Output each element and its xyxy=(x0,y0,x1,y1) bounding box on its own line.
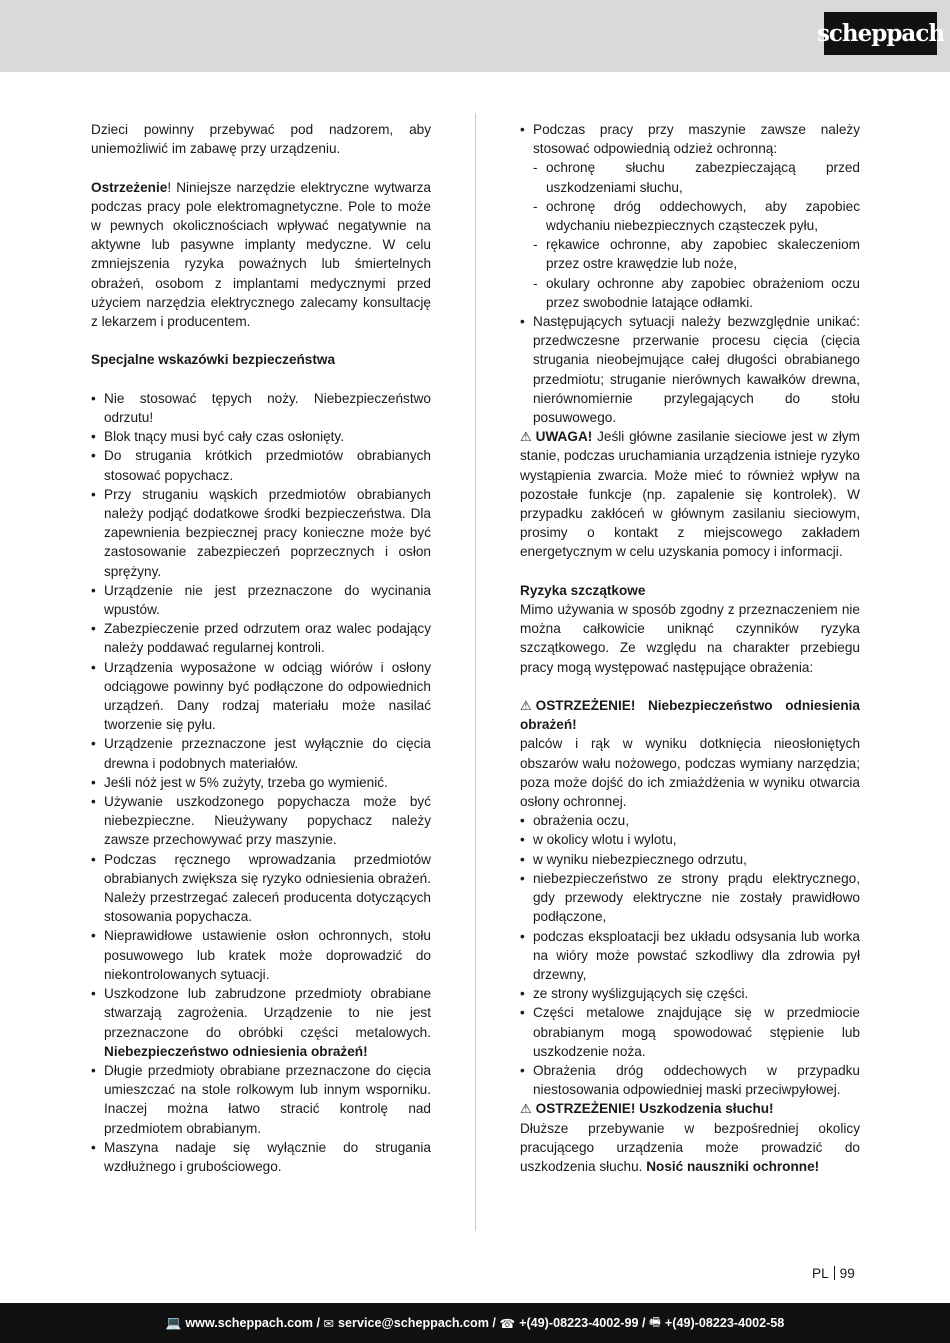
protective-dash-list xyxy=(520,158,860,312)
section-heading-text: Specjalne wskazówki bezpieczeństwa xyxy=(91,352,336,368)
page-number-separator xyxy=(834,1266,835,1280)
list-item xyxy=(91,984,431,1061)
fax-icon: 🖷 xyxy=(649,1314,661,1329)
list-item: • ze strony wyślizgujących się części. xyxy=(520,984,860,1003)
list-item: • w okolicy wlotu i wylotu, xyxy=(520,830,860,849)
warning-triangle-icon: ⚠ xyxy=(520,698,532,714)
telephone-icon: ☎ xyxy=(499,1316,516,1331)
warning-label: Ostrzeżenie xyxy=(91,179,168,195)
list-item: • Nieprawidłowe ustawienie osłon ochronnych, stołu posuwowego lub kratek może doprowadzić do niekontrolowanych sytuacji. xyxy=(91,926,431,984)
protective-list xyxy=(520,120,860,158)
header-band xyxy=(0,0,950,72)
dash-item: - ochronę słuchu zabezpieczającą przed uszkodzeniami słuchu, xyxy=(520,158,860,196)
warning-triangle-icon: ⚠ xyxy=(520,429,532,445)
injury-list xyxy=(520,811,860,1099)
safety-list xyxy=(91,389,431,1176)
list-item: • Używanie uszkodzonego popychacza może być niebezpieczne. Nieużywany popychacz należy zawsze przechowywać przy maszynie. xyxy=(91,792,431,850)
dash-item: - rękawice ochronne, aby zapobiec skaleczeniom przez ostre krawędzie lub noże, xyxy=(520,235,860,273)
brand-logo xyxy=(816,12,945,55)
hearing-text: Dłuższe przebywanie w bezpośredniej okolicy pracującego urządzenia może prowadzić do uszkodzenia słuchu. xyxy=(520,1120,860,1174)
list-item: • Urządzenie przeznaczone jest wyłącznie do cięcia drewna i podobnych materiałów. xyxy=(91,734,431,772)
column-divider xyxy=(475,113,476,1231)
warning-triangle-icon: ⚠ xyxy=(520,1101,532,1117)
footer-bar xyxy=(0,1303,950,1343)
list-item: • podczas eksploatacji bez układu odsysania lub worka na wióry może powstać szkodliwy dla zdrowia pył drzewny, xyxy=(520,927,860,985)
list-item xyxy=(520,120,860,158)
avoid-list xyxy=(520,312,860,427)
list-item-text: Podczas pracy przy maszynie zawsze należy stosować odpowiednią odzież ochronną: xyxy=(533,122,860,157)
list-item: • Jeśli nóż jest w 5% zużyty, trzeba go wymienić. xyxy=(91,773,431,792)
page-number-value: 99 xyxy=(839,1266,855,1281)
list-item: • Obrażenia dróg oddechowych w przypadku niestosowania odpowiedniej maski przeciwpyłowej. xyxy=(520,1061,860,1099)
list-item-bold: Niebezpieczeństwo odniesienia obrażeń! xyxy=(104,1043,368,1059)
hearing-bold: Nosić nauszniki ochronne! xyxy=(646,1158,820,1174)
list-item-text: Uszkodzone lub zabrudzone przedmioty obrabiane stwarzają zagrożenia. Urządzenie to nie jest przeznaczone do obróbki części metalowych. xyxy=(104,986,431,1040)
list-item: • Następujących sytuacji należy bezwzględnie unikać: przedwczesne przerwanie procesu cięcia (cięcia strugania nieobejmujące całej długości obrabianego przedmiotu; struganie nierównych kawałków drewna, nierównomiernie przylegających do stołu posuwowego. xyxy=(520,312,860,427)
list-item: • Maszyna nadaje się wyłącznie do strugania wzdłużnego i grubościowego. xyxy=(91,1138,431,1176)
paragraph-uwaga xyxy=(520,427,860,561)
computer-icon: 💻 xyxy=(165,1315,182,1330)
warning-label: OSTRZEŻENIE! Uszkodzenia słuchu! xyxy=(535,1101,774,1117)
footer-website-link[interactable]: www.scheppach.com xyxy=(185,1316,313,1330)
paragraph-residual: Mimo używania w sposób zgodny z przeznaczeniem nie można całkowicie uniknąć czynników ryzyka szczątkowego. Ze względu na charakter przebiegu pracy mogą występować następujące obrażenia: xyxy=(520,602,860,675)
left-column xyxy=(91,120,431,1176)
brand-logo-text: scheppach xyxy=(816,20,945,47)
footer-email-link[interactable]: service@scheppach.com xyxy=(338,1316,489,1330)
warning-label: OSTRZEŻENIE! Niebezpieczeństwo odniesienia obrażeń! xyxy=(520,698,860,733)
warning-text: ! Niniejsze narzędzie elektryczne wytwarza podczas pracy pole elektromagnetyczne. Pole to może w pewnych okolicznościach wpływać negatywnie na aktywne lub pasywne implanty medyczne. W celu zmniejszenia ryzyka poważnych lub śmiertelnych obrażeń, osobom z implantami medycznymi przed użyciem narzędzia elektrycznego zalecamy konsultację z lekarzem i producentem. xyxy=(91,179,431,330)
uwaga-text: Jeśli główne zasilanie sieciowe jest w złym stanie, podczas uruchamiania urządzenia istnieje ryzyko wystąpienia zwarcia. Może mieć to również wpływ na pozostałe funkcje (np. zapalenie się kontrolek). W przypadku zakłóceń w głównym zasilaniu sieciowym, prosimy o kontakt z miejscowego zakładem energetycznym w celu uzyskania pomocy i informacji. xyxy=(520,429,861,560)
uwaga-label: UWAGA! xyxy=(535,429,593,445)
list-item: • Części metalowe znajdujące się w przedmiocie obrabianym mogą spowodować stępienie lub uszkodzenie noża. xyxy=(520,1003,860,1061)
paragraph-hearing xyxy=(520,1119,860,1177)
right-column xyxy=(520,120,860,1176)
list-item: • obrażenia oczu, xyxy=(520,811,860,830)
envelope-icon: ✉ xyxy=(323,1316,335,1331)
footer-fax: +(49)-08223-4002-58 xyxy=(664,1316,785,1330)
list-item: • Urządzenie nie jest przeznaczone do wycinania wpustów. xyxy=(91,581,431,619)
page-number xyxy=(812,1266,855,1281)
list-item: • Urządzenia wyposażone w odciąg wiórów i osłony odciągowe powinny być podłączone do odpowiednich urządzeń. Dany rodzaj materiału może nasilać tworzenie się pyłu. xyxy=(91,658,431,735)
list-item: • Długie przedmioty obrabiane przeznaczone do cięcia umieszczać na stole rolkowym lub innym wsporniku. Inaczej można łatwo stracić kontrolę nad przedmiotem obrabianym. xyxy=(91,1061,431,1138)
list-item: • Przy struganiu wąskich przedmiotów obrabianych należy podjąć dodatkowe środki bezpieczeństwa. Dla zapewnienia bezpiecznej pracy konieczne może być zastosowanie zabezpieczeń poprzecznych i osłon sprężyny. xyxy=(91,485,431,581)
section-heading-safety xyxy=(91,350,431,369)
list-item: • Blok tnący musi być cały czas osłonięty. xyxy=(91,427,431,446)
section-heading-text: Ryzyka szczątkowe xyxy=(520,582,646,598)
footer-separator: / xyxy=(488,1316,500,1330)
list-item: • w wyniku niebezpiecznego odrzutu, xyxy=(520,850,860,869)
list-item: • Zabezpieczenie przed odrzutem oraz walec podający należy poddawać regularnej kontroli. xyxy=(91,619,431,657)
warning-hearing-heading xyxy=(520,1099,860,1118)
footer-phone: +(49)-08223-4002-99 xyxy=(519,1316,639,1330)
list-item: • Nie stosować tępych noży. Niebezpieczeństwo odrzutu! xyxy=(91,389,431,427)
dash-item: - okulary ochronne aby zapobiec obrażeniom oczu przez swobodnie latające odłamki. xyxy=(520,274,860,312)
warning-injury-heading xyxy=(520,696,860,734)
footer-separator: / xyxy=(312,1316,324,1330)
list-item: • Do strugania krótkich przedmiotów obrabianych stosować popychacz. xyxy=(91,446,431,484)
paragraph-children: Dzieci powinny przebywać pod nadzorem, aby uniemożliwić im zabawę przy urządzeniu. xyxy=(91,122,431,157)
footer-separator: / xyxy=(638,1316,650,1330)
list-item: • niebezpieczeństwo ze strony prądu elektrycznego, gdy przewody elektryczne nie zostały prawidłowo podłączone, xyxy=(520,869,860,927)
section-heading-residual xyxy=(520,581,860,600)
dash-item: - ochronę dróg oddechowych, aby zapobiec wdychaniu niebezpiecznych cząsteczek pyłu, xyxy=(520,197,860,235)
list-item: • Podczas ręcznego wprowadzania przedmiotów obrabianych zwiększa się ryzyko odniesienia obrażeń. Należy przestrzegać zaleceń producenta dotyczących stosowania popychacza. xyxy=(91,850,431,927)
page-language: PL xyxy=(812,1266,829,1281)
paragraph-warning-emf xyxy=(91,178,431,332)
paragraph-injury: palców i rąk w wyniku dotknięcia nieosłoniętych obszarów wału nożowego, podczas wymiany narzędzia; poza może dojść do ich zmiażdżenia w wyniku otwarcia osłony ochronnej. xyxy=(520,736,860,810)
